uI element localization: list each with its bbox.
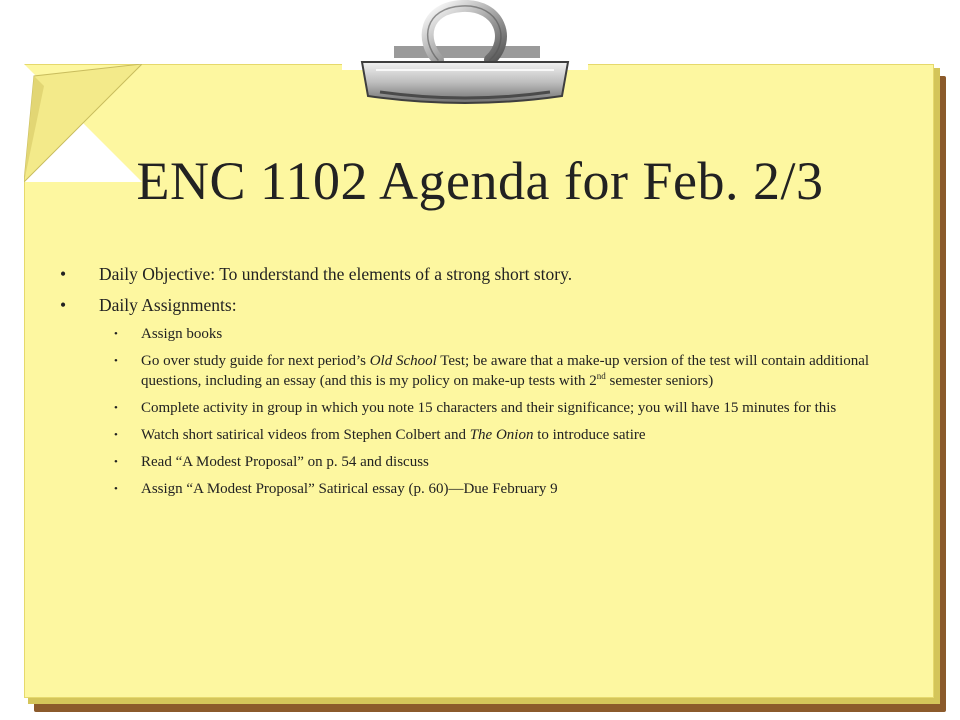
item-text: Watch short satirical videos from Stephen Colbert and (141, 427, 470, 443)
list-item (114, 425, 900, 445)
bullet: • (114, 429, 118, 441)
item-text: semester seniors) (605, 373, 714, 389)
list-item (114, 479, 900, 499)
bullet: • (114, 328, 118, 340)
bullet: • (114, 483, 118, 495)
objective-text: Daily Objective: To understand the elements of a strong short story. (99, 264, 573, 284)
list-item (114, 351, 900, 391)
list-item (114, 324, 900, 344)
bullet: • (114, 456, 118, 468)
item-text: Read “A Modest Proposal” on p. 54 and discuss (141, 454, 429, 470)
item-italic-title: Old School (369, 353, 437, 369)
bullet: • (60, 295, 67, 315)
agenda-content (60, 262, 900, 506)
item-text: Assign books (141, 326, 223, 342)
item-text: to introduce satire (533, 427, 646, 443)
item-text: Assign “A Modest Proposal” Satirical essay (p. 60)—Due February 9 (141, 481, 558, 497)
bullet: • (114, 355, 118, 367)
ordinal-suffix: nd (596, 371, 606, 381)
item-text: Go over study guide for next period’s (141, 353, 370, 369)
slide-title: ENC 1102 Agenda for Feb. 2/3 (136, 151, 824, 211)
item-text: Complete activity in group in which you note 15 characters and their significance; you will have 15 minutes for this (141, 400, 837, 416)
bullet: • (60, 264, 67, 284)
item-italic-title: The Onion (469, 427, 534, 443)
bullet: • (114, 402, 118, 414)
list-item (114, 398, 900, 418)
assignments-heading-item (60, 293, 900, 317)
objective-item (60, 262, 900, 286)
assignments-list (114, 324, 900, 499)
item-text: Test; be aware that a make-up version of the test will contain additional questions, including an essay (and this is my policy on make-up tests with 2 (141, 353, 870, 389)
binder-clip-icon (340, 0, 590, 110)
list-item (114, 452, 900, 472)
assignments-heading: Daily Assignments: (99, 295, 237, 315)
